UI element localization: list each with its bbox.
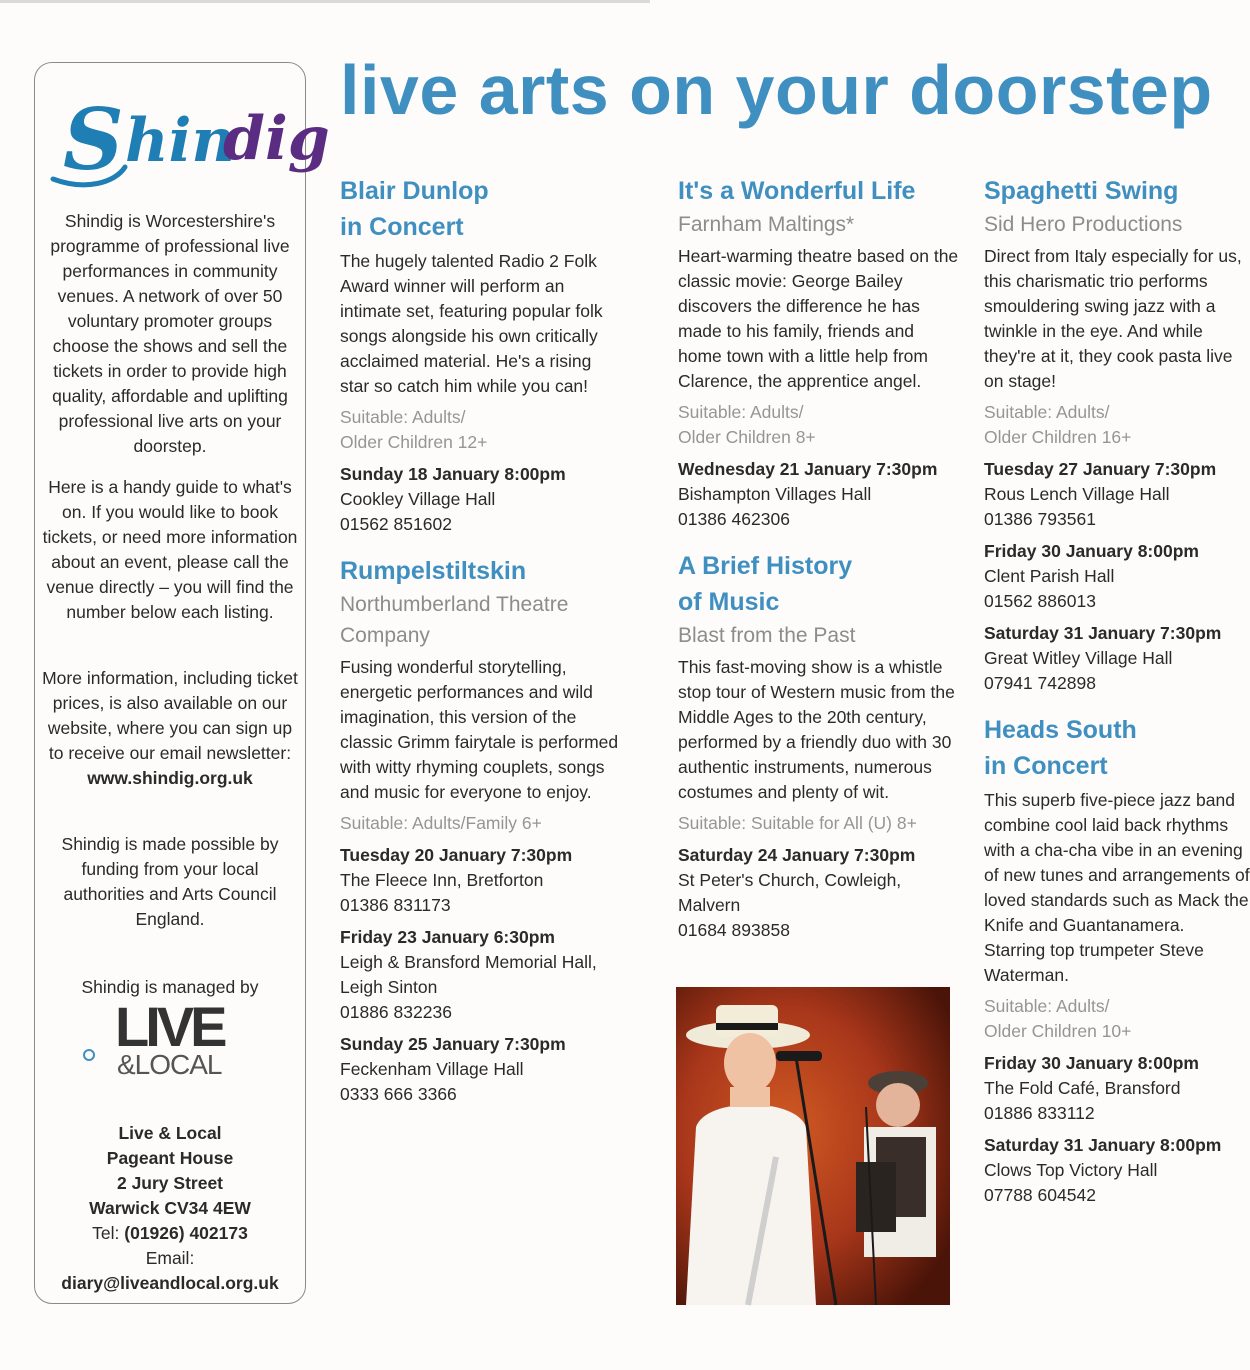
address-line-4: Warwick CV34 4EW	[89, 1198, 251, 1218]
ll-logo-bottom: &LOCAL	[117, 1049, 222, 1080]
sidebar-website-link[interactable]: www.shindig.org.uk	[87, 768, 253, 788]
page-top-rule	[0, 0, 650, 3]
svg-text:dig: dig	[223, 104, 330, 174]
live-and-local-logo	[113, 995, 253, 1085]
sidebar-intro: Shindig is Worcestershire's programme of professional live performances in community venues. A network of over 50 voluntary promoter groups choose the shows and sell the tickets in order to provide high quality, affordable and uplifting professional live arts on your doorstep.	[50, 211, 290, 456]
sidebar-more-info-text: More information, including ticket prices, is also available on our website, where you can sign up to receive our email newsletter:	[42, 668, 298, 763]
performance-listing	[984, 457, 1250, 532]
suit-line-2: Older Children 10+	[984, 1021, 1132, 1041]
event-title-line-1: Rumpelstiltskin	[340, 557, 527, 585]
performance-venue: Clent Parish Hall	[984, 566, 1115, 586]
performance-listing	[678, 843, 960, 943]
performance-date: Friday 23 January 6:30pm	[340, 927, 555, 947]
event-description: This superb five-piece jazz band combine cool laid back rhythms with a cha-cha vibe in an evening of new tunes and arrangements of loved standards such as Mack the Knife and Guantanamera. Starring top trumpeter Steve Waterman.	[984, 790, 1250, 985]
performance-venue: Feckenham Village Hall	[340, 1059, 524, 1079]
sidebar-more-info	[41, 666, 299, 791]
event-brief-history	[678, 548, 960, 943]
event-company: Farnham Maltings*	[678, 213, 855, 236]
event-company-line-1: Northumberland Theatre	[340, 593, 569, 616]
performance-venue: Bishampton Villages Hall	[678, 484, 872, 504]
performance-listing	[984, 621, 1250, 696]
suit-line-1: Suitable: Adults/	[984, 996, 1110, 1016]
performance-listing	[340, 462, 620, 537]
performance-phone[interactable]: 01562 851602	[340, 514, 452, 534]
performance-listing	[984, 1051, 1250, 1126]
suit-line-2: Older Children 8+	[678, 427, 816, 447]
performance-listing	[340, 1032, 620, 1107]
suit-line-1: Suitable: Adults/	[678, 402, 804, 422]
globe-icon	[83, 1049, 95, 1061]
event-description: Fusing wonderful storytelling, energetic performances and wild imagination, this version of the classic Grimm fairytale is performed with witty rhyming couplets, songs and music for everyone to enjoy.	[340, 657, 619, 802]
suit-line-1: Suitable: Adults/	[984, 402, 1110, 422]
svg-text:S: S	[63, 90, 124, 189]
performance-date: Friday 30 January 8:00pm	[984, 541, 1199, 561]
sidebar-managed-by: Shindig is managed by	[81, 977, 259, 997]
performance-date: Sunday 25 January 7:30pm	[340, 1034, 566, 1054]
performance-phone[interactable]: 07941 742898	[984, 673, 1096, 693]
performance-venue: The Fold Café, Bransford	[984, 1078, 1181, 1098]
performance-date: Sunday 18 January 8:00pm	[340, 464, 566, 484]
event-description: Heart-warming theatre based on the classic movie: George Bailey discovers the difference he has made to his family, friends and home town with a little help from Clarence, the apprentice angel.	[678, 246, 959, 391]
event-suitability	[984, 400, 1250, 450]
performance-phone[interactable]: 01386 793561	[984, 509, 1096, 529]
event-title-line-1: Blair Dunlop	[340, 177, 489, 205]
address-line-3: 2 Jury Street	[116, 1173, 224, 1193]
event-title-line-1: A Brief History	[678, 552, 853, 580]
event-heads-south	[984, 712, 1250, 1208]
event-blair-dunlop	[340, 173, 620, 537]
performance-date: Tuesday 27 January 7:30pm	[984, 459, 1217, 479]
event-title-line-2: in Concert	[984, 752, 1108, 780]
performance-listing	[678, 457, 960, 532]
event-company-line-2: Company	[340, 624, 430, 647]
performance-venue: St Peter's Church, Cowleigh, Malvern	[678, 870, 902, 915]
performance-phone[interactable]: 07788 604542	[984, 1185, 1096, 1205]
sidebar-address	[41, 1121, 299, 1296]
performance-venue: Leigh & Bransford Memorial Hall, Leigh Sinton	[340, 952, 597, 997]
email-link[interactable]: diary@liveandlocal.org.uk	[61, 1273, 279, 1293]
event-description: This fast-moving show is a whistle stop tour of Western music from the Middle Ages to the 20th century, performed by a friendly duo with 30 authentic instruments, numerous costumes and plenty of wit.	[678, 657, 955, 802]
event-title-line-1: It's a Wonderful Life	[678, 177, 916, 205]
performance-phone[interactable]: 01562 886013	[984, 591, 1096, 611]
performance-phone[interactable]: 0333 666 3366	[340, 1084, 457, 1104]
event-title-line-2: of Music	[678, 588, 780, 616]
svg-text:hin: hin	[125, 106, 236, 176]
performance-date: Saturday 31 January 7:30pm	[984, 623, 1222, 643]
shindig-logo	[45, 79, 330, 194]
performance-listing	[984, 539, 1250, 614]
performance-listing	[984, 1133, 1250, 1208]
performance-phone[interactable]: 01886 832236	[340, 1002, 452, 1022]
performers-photo	[676, 987, 950, 1305]
performance-venue: Clows Top Victory Hall	[984, 1160, 1158, 1180]
event-suitability: Suitable: Suitable for All (U) 8+	[678, 813, 917, 833]
event-suitability	[340, 405, 620, 455]
event-description: The hugely talented Radio 2 Folk Award winner will perform an intimate set, featuring popular folk songs alongside his own critically acclaimed material. He's a rising star so catch him while you can!	[340, 251, 603, 396]
suit-line-2: Older Children 12+	[340, 432, 488, 452]
performance-phone[interactable]: 01386 462306	[678, 509, 790, 529]
performance-listing	[340, 843, 620, 918]
suit-line-2: Older Children 16+	[984, 427, 1132, 447]
event-suitability	[678, 400, 960, 450]
event-suitability: Suitable: Adults/Family 6+	[340, 813, 542, 833]
ll-logo-top: LIVE	[115, 995, 224, 1058]
performance-date: Tuesday 20 January 7:30pm	[340, 845, 573, 865]
sidebar-info-box	[34, 62, 330, 1304]
events-column-1	[340, 173, 620, 1119]
performance-venue: Great Witley Village Hall	[984, 648, 1173, 668]
sidebar-guide: Here is a handy guide to what's on. If you would like to book tickets, or need more information about an event, please call the venue directly – you will find the number below each listing.	[42, 477, 298, 622]
events-column-3	[984, 173, 1250, 1220]
suit-line-1: Suitable: Adults/	[340, 407, 466, 427]
sidebar-funding: Shindig is made possible by funding from your local authorities and Arts Council England.	[61, 834, 279, 929]
performance-date: Saturday 31 January 8:00pm	[984, 1135, 1222, 1155]
event-wonderful-life	[678, 173, 960, 532]
address-line-2: Pageant House	[106, 1148, 234, 1168]
event-company: Sid Hero Productions	[984, 213, 1183, 236]
performance-date: Friday 30 January 8:00pm	[984, 1053, 1199, 1073]
event-title-line-1: Heads South	[984, 716, 1137, 744]
event-spaghetti-swing	[984, 173, 1250, 696]
address-tel	[41, 1221, 299, 1246]
performance-phone[interactable]: 01886 833112	[984, 1103, 1095, 1123]
event-rumpelstiltskin	[340, 553, 620, 1107]
performance-phone[interactable]: 01386 831173	[340, 895, 451, 915]
event-description: Direct from Italy especially for us, this charismatic trio performs smouldering swing jazz with a twinkle in the eye. And while they're at it, they cook pasta live on stage!	[984, 246, 1242, 391]
performance-venue: Cookley Village Hall	[340, 489, 496, 509]
performance-date: Wednesday 21 January 7:30pm	[678, 459, 938, 479]
performance-venue: Rous Lench Village Hall	[984, 484, 1170, 504]
events-column-2	[678, 173, 960, 955]
performance-phone[interactable]: 01684 893858	[678, 920, 790, 940]
event-title-line-1: Spaghetti Swing	[984, 177, 1179, 205]
event-company: Blast from the Past	[678, 624, 856, 647]
performance-venue: The Fleece Inn, Bretforton	[340, 870, 544, 890]
address-line-1: Live & Local	[118, 1123, 222, 1143]
email-label: Email:	[145, 1248, 195, 1268]
performance-listing	[340, 925, 620, 1025]
page-headline: live arts on your doorstep	[340, 51, 1213, 129]
event-suitability	[984, 994, 1250, 1044]
event-title-line-2: in Concert	[340, 213, 464, 241]
tel-number[interactable]: (01926) 402173	[124, 1223, 248, 1243]
tel-label: Tel:	[92, 1223, 125, 1243]
performance-date: Saturday 24 January 7:30pm	[678, 845, 916, 865]
